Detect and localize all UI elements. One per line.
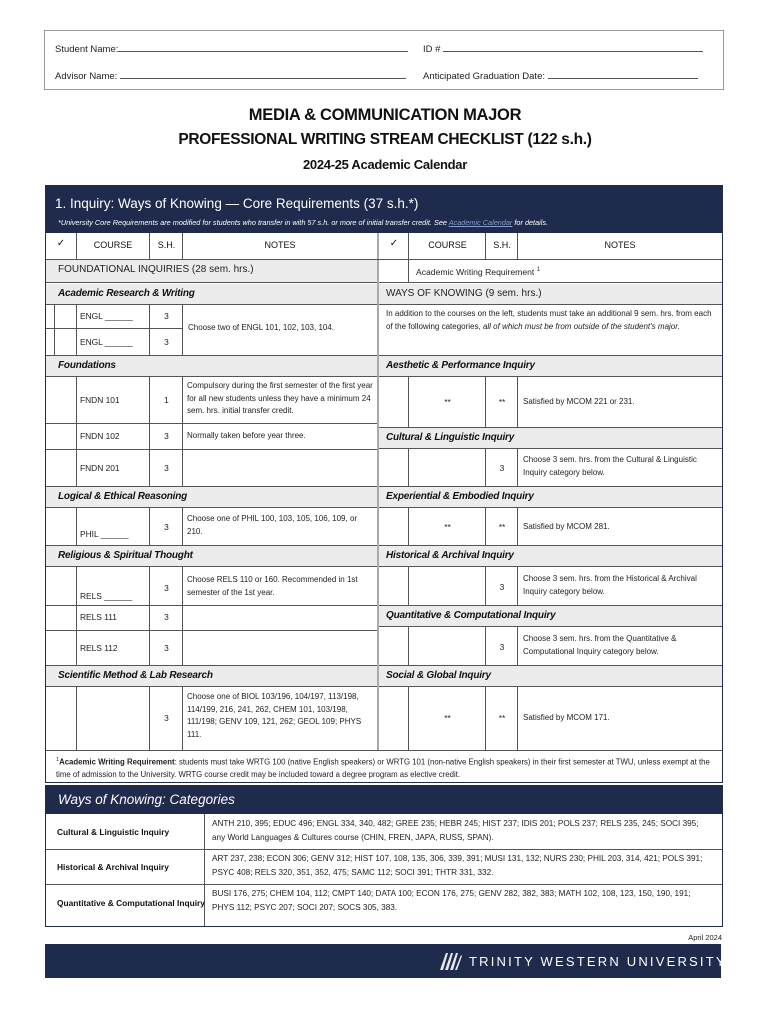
check-column-header-right: ✓ xyxy=(389,238,399,249)
cultural-sh: 3 xyxy=(499,463,505,473)
page-subtitle: PROFESSIONAL WRITING STREAM CHECKLIST (122 s.h.) xyxy=(178,131,592,148)
category-label-quantitative: Quantitative & Computational Inquiry xyxy=(57,898,205,908)
notes-column-header-right: NOTES xyxy=(604,240,636,250)
engl-course-2[interactable]: ENGL ______ xyxy=(80,337,133,347)
experiential-category: Experiential & Embodied Inquiry xyxy=(386,491,534,502)
footnote-bold: Academic Writing Requirement xyxy=(59,757,175,767)
ways-of-knowing-categories xyxy=(45,785,723,927)
rels111-sh: 3 xyxy=(164,612,169,622)
awr-footnote-marker: 1 xyxy=(536,267,541,273)
fndn102-sh: 3 xyxy=(164,431,169,441)
scientific-category: Scientific Method & Lab Research xyxy=(58,670,213,681)
scientific-note: Choose one of BIOL 103/196, 104/197, 113/198, 114/199, 216, 241, 262, CHEM 101, 103/198, 111/198; GENV 109, 121, 262; GEOL 109; PHYS 111. xyxy=(187,692,362,739)
student-name-label: Student Name: xyxy=(55,44,119,55)
aesthetic-category: Aesthetic & Performance Inquiry xyxy=(386,360,535,371)
academic-calendar-link[interactable]: Academic Calendar xyxy=(448,218,513,227)
section-heading: 1. Inquiry: Ways of Knowing — Core Requirements (37 s.h.*) xyxy=(55,196,419,211)
core-requirements-table xyxy=(45,185,723,783)
experiential-course: ** xyxy=(444,522,451,532)
historical-note: Choose 3 sem. hrs. from the Historical & Archival Inquiry category below. xyxy=(523,574,697,596)
fndn201-course: FNDN 201 xyxy=(80,463,120,473)
category-courses-quantitative: BUSI 176, 275; CHEM 104, 112; CMPT 140; DATA 100; ECON 176, 275; GENV 282, 382, 383; MATH 102, 108, 123, 150, 190, 191; PHYS 112; PSYC 207; SOCI 207; SOCS 305, 383. xyxy=(212,889,691,912)
transfer-note-suffix: for details. xyxy=(512,218,549,227)
category-courses-cultural: ANTH 210, 395; EDUC 496; ENGL 334, 340, 482; GREE 235; HEBR 245; HIST 237; IDIS 201; POLS 237; RELS 235, 245; SOCI 395; any World Languages & Cultures course (CHIN, FREN, JAPA, RUSS, SPAN). xyxy=(212,819,699,842)
fndn102-course: FNDN 102 xyxy=(80,431,120,441)
graduation-label: Anticipated Graduation Date: xyxy=(423,71,545,82)
quantitative-sh: 3 xyxy=(499,642,505,652)
category-label-cultural: Cultural & Linguistic Inquiry xyxy=(57,827,170,837)
quantitative-note: Choose 3 sem. hrs. from the Quantitative & Computational Inquiry category below. xyxy=(523,634,677,656)
scientific-sh: 3 xyxy=(164,713,169,723)
graduation-date-field[interactable] xyxy=(423,69,698,82)
foundations-category: Foundations xyxy=(58,360,116,371)
aesthetic-note: Satisfied by MCOM 221 or 231. xyxy=(523,397,635,406)
fndn101-sh: 1 xyxy=(164,395,169,405)
social-sh: ** xyxy=(498,713,506,723)
experiential-note: Satisfied by MCOM 281. xyxy=(523,522,610,531)
id-field[interactable] xyxy=(423,42,703,55)
historical-sh: 3 xyxy=(499,582,505,592)
page-title: MEDIA & COMMUNICATION MAJOR xyxy=(248,106,522,124)
phil-note: Choose one of PHIL 100, 103, 105, 106, 109, or 210. xyxy=(187,514,358,536)
academic-research-category: Academic Research & Writing xyxy=(58,288,195,299)
rels111-course: RELS 111 xyxy=(80,612,117,622)
advisor-name-label: Advisor Name: xyxy=(55,71,118,82)
fndn102-note: Normally taken before year three. xyxy=(187,431,306,440)
social-course: ** xyxy=(444,713,451,723)
revision-date: April 2024 xyxy=(688,933,722,942)
awr-text: Academic Writing Requirement xyxy=(416,266,535,277)
academic-writing-footnote xyxy=(56,754,716,781)
historical-category: Historical & Archival Inquiry xyxy=(386,550,514,561)
engl-course-1[interactable]: ENGL ______ xyxy=(80,311,133,321)
sh-column-header-right: S.H. xyxy=(493,240,511,250)
rels-sh: 3 xyxy=(164,583,169,593)
phil-sh: 3 xyxy=(164,522,169,532)
engl-sh-1: 3 xyxy=(164,311,169,321)
academic-calendar-title: 2024-25 Academic Calendar xyxy=(302,157,467,172)
social-category: Social & Global Inquiry xyxy=(386,670,491,681)
phil-course[interactable]: PHIL ______ xyxy=(80,529,129,539)
footnote-marker: 1 xyxy=(56,757,60,763)
category-courses-historical: ART 237, 238; ECON 306; GENV 312; HIST 107, 108, 135, 306, 339, 391; MUSI 131, 132; NURS 230; PHIL 203, 314, 421; POLS 391; PSYC 408; RELS 320, 351, 352, 475; SAMC 112; SOCI 391; THTR 331, 332. xyxy=(212,854,703,877)
fndn201-sh: 3 xyxy=(164,463,169,473)
engl-note: Choose two of ENGL 101, 102, 103, 104. xyxy=(188,323,335,332)
course-column-header-left: COURSE xyxy=(93,240,133,250)
wok-note-italic: all of which must be from outside of the student's major. xyxy=(482,321,680,331)
social-note: Satisfied by MCOM 171. xyxy=(523,713,610,722)
footnote-text: : students must take WRTG 100 (native English speakers) or WRTG 101 (non-native English speakers) in their first semester at TWU, unless exempt at the time of admission to the University. WRTG course credit may be included toward a degree program as elective credit. xyxy=(56,757,710,779)
category-label-historical: Historical & Archival Inquiry xyxy=(57,862,169,872)
fndn101-note: Compulsory during the first semester of the first year for all new students unless they have a minimum 24 sem. hrs. initial transfer credit. xyxy=(187,381,373,416)
aesthetic-sh: ** xyxy=(498,397,506,407)
check-column-header-left: ✓ xyxy=(56,238,66,249)
quantitative-category: Quantitative & Computational Inquiry xyxy=(386,610,556,621)
university-footer xyxy=(45,944,727,978)
religious-category: Religious & Spiritual Thought xyxy=(58,550,193,561)
rels112-sh: 3 xyxy=(164,643,169,653)
twu-logo-icon xyxy=(437,950,463,972)
sh-column-header-left: S.H. xyxy=(157,240,176,250)
course-column-header-right: COURSE xyxy=(428,240,467,250)
fndn101-course: FNDN 101 xyxy=(80,395,120,405)
advisor-name-field[interactable] xyxy=(55,69,406,82)
rels-note: Choose RELS 110 or 160. Recommended in 1st semester of the 1st year. xyxy=(187,575,358,597)
engl-sh-2: 3 xyxy=(164,337,169,347)
ways-of-knowing-note xyxy=(386,308,716,333)
wok-note-plain: In addition to the courses on the left, students must take an additional 9 sem. hrs. from each of the following categories, xyxy=(386,309,712,331)
cultural-category: Cultural & Linguistic Inquiry xyxy=(386,432,515,443)
id-label: ID # xyxy=(423,44,441,55)
ways-of-knowing-heading: WAYS OF KNOWING (9 sem. hrs.) xyxy=(386,288,542,299)
categories-heading: Ways of Knowing: Categories xyxy=(58,792,235,807)
student-name-field[interactable] xyxy=(55,42,408,55)
logical-category: Logical & Ethical Reasoning xyxy=(58,491,188,502)
academic-writing-requirement xyxy=(416,264,540,278)
student-info-box xyxy=(44,30,724,90)
cultural-note: Choose 3 sem. hrs. from the Cultural & Linguistic Inquiry category below. xyxy=(523,455,697,477)
notes-column-header-left: NOTES xyxy=(264,240,296,250)
experiential-sh: ** xyxy=(498,522,506,532)
transfer-note-text: *University Core Requirements are modified for students who transfer in with 57 s.h. or more of initial transfer credit. See xyxy=(58,218,449,227)
rels-course[interactable]: RELS ______ xyxy=(80,591,133,601)
aesthetic-course: ** xyxy=(444,397,451,407)
rels112-course: RELS 112 xyxy=(80,643,118,653)
university-name: TRINITY WESTERN UNIVERSITY xyxy=(469,954,727,969)
foundational-inquiries-heading: FOUNDATIONAL INQUIRIES (28 sem. hrs.) xyxy=(58,264,254,275)
